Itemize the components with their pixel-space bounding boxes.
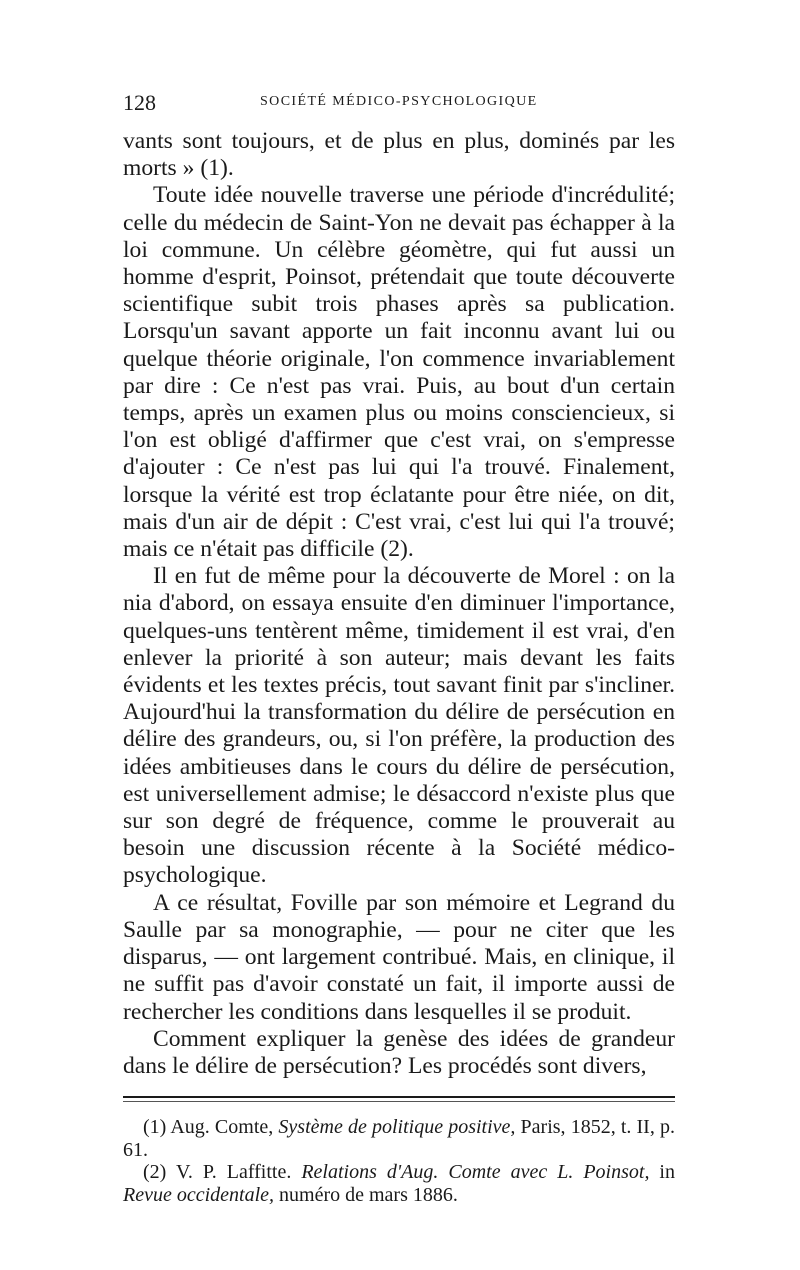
footnotes bbox=[123, 1116, 675, 1206]
footnote-2-journal: Revue occidentale, bbox=[123, 1183, 275, 1206]
footnote-1-title: Système de politique positive, bbox=[278, 1116, 516, 1139]
footnote-rule bbox=[123, 1096, 675, 1098]
footnote-1-part: (1) Aug. Comte, bbox=[143, 1116, 279, 1139]
footnote-1 bbox=[123, 1116, 675, 1161]
footnote-2 bbox=[123, 1161, 675, 1206]
footnote-2-part: in bbox=[649, 1161, 675, 1184]
footnote-2-title: Relations d'Aug. Comte avec L. Poinsot, bbox=[301, 1161, 650, 1184]
footnote-1-part: Paris, 1852, t. II, p. 61. bbox=[123, 1116, 675, 1161]
paragraph-incredulite: Toute idée nouvelle traverse une période d'incrédulité; celle du médecin de Saint-Yon ne devait pas échapper à la loi commune. Un célèbre géomètre, qui fut aussi un homme d'esprit, Poinsot, prétendait que toute découverte scientifique subit trois phases après sa publication. Lorsqu'un savant apporte un fait inconnu avant lui ou quelque théorie originale, l'on commence invariablement par dire : Ce n'est pas vrai. Puis, au bout d'un certain temps, après un examen plus ou moins consciencieux, si l'on est obligé d'affirmer que c'est vrai, on s'empresse d'ajouter : Ce n'est pas lui qui l'a trouvé. Finalement, lorsque la vérité est trop éclatante pour être niée, on dit, mais d'un air de dépit : C'est vrai, c'est lui qui l'a trouvé; mais ce n'était pas difficile (2). bbox=[123, 182, 675, 563]
footnote-2-part: numéro de mars 1886. bbox=[274, 1183, 458, 1206]
paragraph-genese-idees: Comment expliquer la genèse des idées de grandeur dans le délire de persécution? Les procédés sont divers, bbox=[123, 1025, 675, 1079]
book-page bbox=[123, 90, 675, 1206]
paragraph-decouverte-morel: Il en fut de même pour la découverte de Morel : on la nia d'abord, on essaya ensuite d'en diminuer l'importance, quelques-uns tentèrent même, timidement il est vrai, d'en enlever la priorité à son auteur; mais devant les faits évidents et les textes précis, tout savant finit par s'incliner. Aujourd'hui la transformation du délire de persécution en délire des grandeurs, ou, si l'on préfère, la production des idées ambitieuses dans le cours du délire de persécution, est universellement admise; le désaccord n'existe plus que sur son degré de fréquence, comme le prouverait au besoin une discussion récente à la Société médico-psychologique. bbox=[123, 563, 675, 889]
running-head bbox=[123, 90, 675, 120]
paragraph-foville-legrand: A ce résultat, Foville par son mémoire et Legrand du Saulle par sa monographie, — pour ne citer que les disparus, — ont largement contribué. Mais, en clinique, il ne suffit pas d'avoir constaté un fait, il importe aussi de rechercher les conditions dans lesquelles il se produit. bbox=[123, 889, 675, 1025]
footnote-rule-thin bbox=[123, 1101, 675, 1102]
running-title: SOCIÉTÉ MÉDICO-PSYCHOLOGIQUE bbox=[260, 94, 538, 109]
page-number: 128 bbox=[123, 90, 156, 115]
paragraph-continuation: vants sont toujours, et de plus en plus, dominés par les morts » (1). bbox=[123, 128, 675, 182]
body-text bbox=[123, 128, 675, 1080]
footnote-2-part: (2) V. P. Laffitte. bbox=[143, 1161, 302, 1184]
